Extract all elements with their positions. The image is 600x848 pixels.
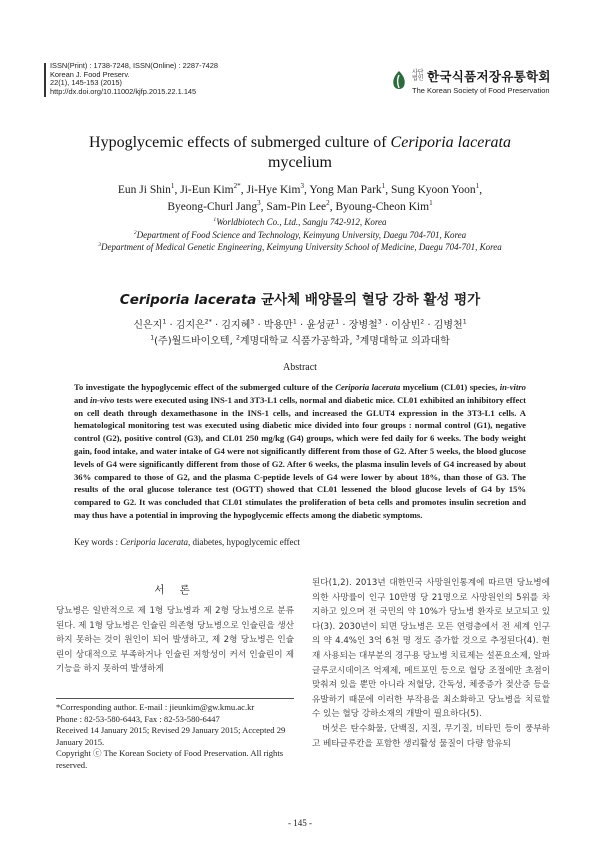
- page-number: - 145 -: [288, 818, 312, 828]
- author: Sung Kyoon Yoon: [390, 184, 476, 196]
- society-name-en: The Korean Society of Food Preservation: [412, 86, 550, 95]
- intro-right-paragraph-1: 된다(1,2). 2013년 대한민국 사망원인통계에 따르면 당뇨병에 의한 사망률이 인구 10만명 당 21명으로 사망원인의 5위를 차지하고 있으며 전 국민의 약 10%가 당뇨병 환자로 보고되고 있다(3). 2030년이 되면 당뇨병은 모든 연령층에서 전 세계 인구의 약 4.4%인 3억 6천 명 정도 증가할 것으로 추정된다(4). 현재 사용되는 대부분의 경구용 당뇨병 치료제는 설폰요소제, 알파글루코시데이즈 억제제, 메트포민 등으로 혈당 조절에만 초점이 맞춰져 있을 뿐만 아니라 저혈당, 간독성, 체중증가 젖산증 등을 유발하기 때문에 이러한 부작용을 최소화하고 당뇨병을 치료할 수 있는 혈당 강하소재의 개발이 필요하다(5).: [312, 578, 550, 720]
- abstract-body: To investigate the hypoglycemic effect of the submerged culture of the Ceriporia lacerata mycelium (CL01) species, in-vitro and in-vivo tests were executed using INS-1 and 3T3-L1 cells, normal and diabetic mice. CL01 exhibited an inhibitory effect on cell death through dexamethasone in the INS-1 cells, and increased the GLUT4 expression in the 3T3-L1 cells. A hematological monitoring test was executed using diabetic mice divided into four groups : normal control (G1), negative control (G2), positive control (G3), and CL01 250 mg/kg (G4) groups, which were fed daily for 6 weeks. The body weight gain, food intake, and water intake of G4 were not significantly different from those of G2. After 5 weeks, the blood glucose levels of G4 were significantly different from those of G2. After 6 weeks, the plasma insulin levels of G4 increased by about 36% compared to those of G2, and the plasma C-peptide levels of G4 were lower by about 18%, than those of G3. The results of the oral glucose tolerance test (OGTT) showed that CL01 lessened the blood glucose levels of G4 by 15% compared to G2. It was concluded that CL01 stimulates the proliferation of beta cells and promotes insulin secretion and may thus have a potential in improving the hypoglycemic effects among the diabetic symptoms.: [74, 382, 526, 520]
- affiliation-2: $^2$Department of Food Science and Technology, Keimyung University, Daegu 704-701, Korea: [133, 229, 467, 240]
- author: Byoung-Cheon Kim: [335, 201, 430, 213]
- header-rule: [44, 63, 46, 97]
- author: Yong Man Park: [309, 184, 382, 196]
- keywords: Key words : Ceriporia lacerata, diabetes, hypoglycemic effect: [74, 537, 301, 547]
- authors-line-2: Byeong-Churl Jang$^3$, Sam-Pin Lee$^2$, Byoung-Cheon Kim$^1$: [167, 199, 433, 213]
- author: Eun Ji Shin: [117, 184, 171, 196]
- author-list: [40, 182, 560, 216]
- korean-title: Ceriporia lacerata 균사체 배양물의 혈당 강하 활성 평가: [119, 292, 481, 308]
- dates: Received 14 January 2015; Revised 29 January 2015; Accepted 29 January 2015.: [56, 725, 286, 747]
- copyright: Copyright ⓒ The Korean Society of Food Preservation. All rights reserved.: [56, 748, 284, 770]
- affiliation-1: $^1$Worldbiotech Co., Ltd., Sangju 742-912, Korea: [213, 217, 387, 227]
- intro-right-column: [312, 576, 550, 751]
- authors-line-1: Eun Ji Shin$^1$, Ji-Eun Kim$^{2*}$, Ji-Hye Kim$^3$, Yong Man Park$^1$, Sung Kyoon Yoon$^1$,: [117, 182, 483, 196]
- section-heading-introduction: 서 론: [154, 584, 196, 596]
- doi-link[interactable]: http://dx.doi.org/10.11002/kjfp.2015.22.1.145: [50, 86, 197, 96]
- society-emblem-icon: [390, 70, 408, 92]
- journal-meta: [50, 62, 218, 96]
- affiliation-3: $^3$Department of Medical Genetic Engineering, Keimyung University School of Medicine, Daegu 704-701, Korea: [98, 242, 502, 252]
- keywords-label: Key words :: [74, 537, 121, 547]
- author: Byeong-Churl Jang: [167, 201, 258, 213]
- society-name-ko: 한국식품저장유통학회: [427, 69, 551, 84]
- affiliation-list: [40, 216, 560, 254]
- contact-phone: Phone : 82-53-580-6443, Fax : 82-53-580-6447: [56, 713, 220, 724]
- korean-author-list: [40, 318, 560, 350]
- corresponding-author: *Corresponding author. E-mail : jieunkim@gw.kmu.ac.kr: [56, 702, 255, 712]
- korean-affiliations-line: $^1$(주)월드바이오텍, $^2$계명대학교 식품가공학과, $^3$계명대학교 의과대학: [150, 334, 450, 347]
- korean-authors-line: 신은지$^1$ · 김지은$^{2*}$ · 김지혜$^3$ · 박용만$^1$ · 윤성균$^1$ · 장병철$^3$ · 이삼빈$^2$ · 김병천$^1$: [133, 318, 467, 331]
- society-logo: [390, 64, 551, 98]
- volume-line: 22(1), 145-153 (2015): [50, 78, 122, 88]
- issn-line: ISSN(Print) : 1738-7248, ISSN(Online) : 2287-7428: [50, 61, 219, 70]
- footnote: [56, 702, 294, 772]
- intro-right-paragraph-2: 버섯은 탄수화물, 단백질, 지질, 무기질, 비타민 등이 풍부하고 베타글루칸을 포함한 생리활성 물질이 다량 함유되: [312, 723, 550, 749]
- abstract-heading: Abstract: [283, 362, 317, 373]
- author: Ji-Hye Kim: [246, 184, 301, 196]
- intro-left-column: 당뇨병은 일반적으로 제 1형 당뇨병과 제 2형 당뇨병으로 분류된다. 제 1형 당뇨병은 인슐린 의존형 당뇨병으로 인슐린을 생산하지 못하는 것이 원인이 되어 발생하고, 제 2형 당뇨병은 인슐린이 상대적으로 부족하거나 인슐린 저항성이 커서 인슐린이 제 기능을 하지 못하여 발생하게: [56, 606, 294, 675]
- journal-name: Korean J. Food Preserv.: [50, 69, 130, 79]
- footnote-rule: [56, 698, 294, 699]
- paper-title: Hypoglycemic effects of submerged culture of Ceriporia lacerata mycelium: [89, 134, 511, 171]
- author: Ji-Eun Kim: [180, 184, 234, 196]
- author: Sam-Pin Lee: [266, 201, 327, 213]
- society-small-label: 사단법인: [412, 69, 424, 82]
